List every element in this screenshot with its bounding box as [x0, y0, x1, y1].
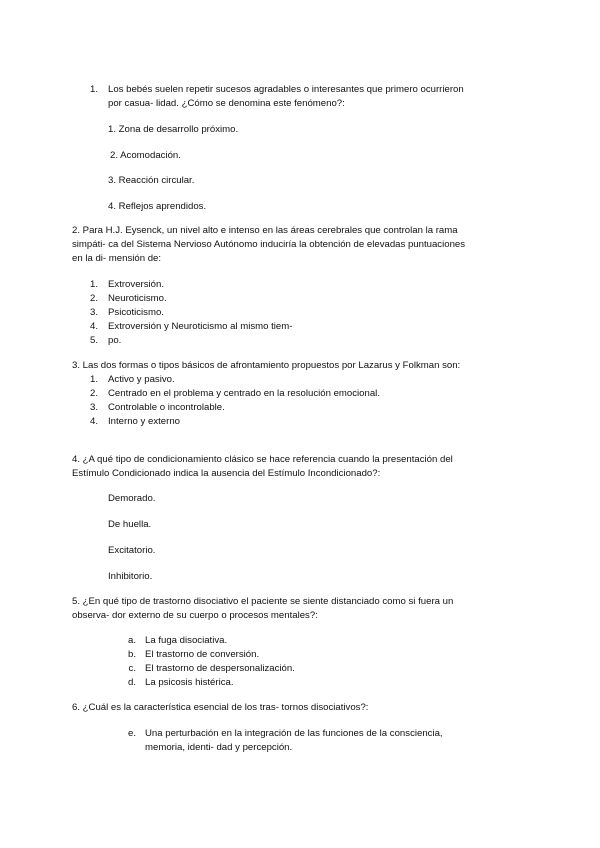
q2-option-2-number: 2. [89, 293, 98, 304]
q5-option-a-letter: a. [127, 635, 136, 646]
q4-text-line2: Estímulo Condicionado indica la ausencia del Estímulo Incondicionado?: [72, 468, 381, 479]
q5-option-d: La psicosis histérica. [145, 677, 234, 688]
q1-option-4: 4. Reflejos aprendidos. [108, 201, 207, 212]
q1-option-3: 3. Reacción circular. [108, 175, 195, 186]
q2-text-line2: simpáti- ca del Sistema Nervioso Autónomo induciría la obtención de elevadas puntuaciones [72, 239, 466, 250]
q5-text-line2: observa- dor externo de su cuerpo o procesos mentales?: [72, 610, 318, 621]
q4-option-3: Excitatorio. [108, 545, 156, 556]
q5-option-d-letter: d. [127, 677, 136, 688]
q2-option-2: Neuroticismo. [108, 293, 167, 304]
q1-number: 1. [89, 84, 98, 95]
q2-option-5-number: 5. [89, 335, 98, 346]
q4-option-2: De huella. [108, 519, 152, 530]
q3-text-line1: 3. Las dos formas o tipos básicos de afrontamiento propuestos por Lazarus y Folkman son: [72, 360, 461, 371]
q6-option-e-letter: e. [127, 728, 136, 739]
q5-text-line1: 5. ¿En qué tipo de trastorno disociativo el paciente se siente distanciado como si fuera un [72, 596, 454, 607]
q4-option-1: Demorado. [108, 493, 156, 504]
q3-option-4: Interno y externo [108, 416, 180, 427]
q1-option-2: 2. Acomodación. [110, 150, 181, 161]
q6-text-line1: 6. ¿Cuál es la característica esencial de los tras- tornos disociativos?: [72, 702, 369, 713]
q2-option-1: Extroversión. [108, 279, 164, 290]
q4-option-4: Inhibitorio. [108, 571, 153, 582]
q3-option-2-number: 2. [89, 388, 98, 399]
q2-option-4-number: 4. [89, 321, 98, 332]
q3-option-3-number: 3. [89, 402, 98, 413]
q1-text-line2: por casua- lidad. ¿Cómo se denomina este fenómeno?: [108, 98, 345, 109]
q2-option-3: Psicoticismo. [108, 307, 164, 318]
q6-option-e-line2: memoria, identi- dad y percepción. [145, 742, 293, 753]
q3-option-1-number: 1. [89, 374, 98, 385]
q1-option-1: 1. Zona de desarrollo próximo. [108, 124, 239, 135]
q3-option-2: Centrado en el problema y centrado en la resolución emocional. [108, 388, 380, 399]
q5-option-c: El trastorno de despersonalización. [145, 663, 295, 674]
q2-text-line3: en la di- mensión de: [72, 253, 162, 264]
q1-text-line1: Los bebés suelen repetir sucesos agradables o interesantes que primero ocurrieron [108, 84, 464, 95]
q6-option-e-line1: Una perturbación en la integración de las funciones de la consciencia, [145, 728, 443, 739]
q2-option-3-number: 3. [89, 307, 98, 318]
q3-option-4-number: 4. [89, 416, 98, 427]
q2-option-1-number: 1. [89, 279, 98, 290]
q3-option-1: Activo y pasivo. [108, 374, 175, 385]
q3-option-3: Controlable o incontrolable. [108, 402, 225, 413]
q5-option-c-letter: c. [128, 663, 136, 674]
q4-text-line1: 4. ¿A qué tipo de condicionamiento clásico se hace referencia cuando la presentación del [72, 454, 453, 465]
q5-option-a: La fuga disociativa. [145, 635, 228, 646]
q5-option-b: El trastorno de conversión. [145, 649, 260, 660]
q5-option-b-letter: b. [127, 649, 136, 660]
q2-option-5: po. [108, 335, 122, 346]
q2-option-4: Extroversión y Neuroticismo al mismo tiem- [108, 321, 293, 332]
q2-text-line1: 2. Para H.J. Eysenck, un nivel alto e intenso en las áreas cerebrales que controlan la rama [72, 225, 458, 236]
